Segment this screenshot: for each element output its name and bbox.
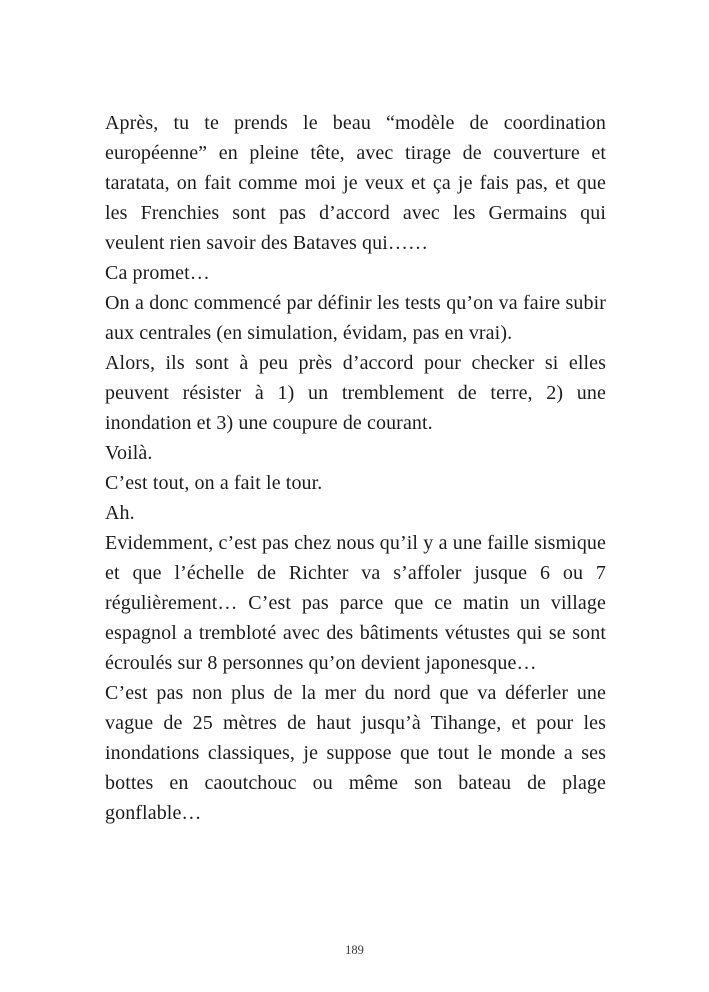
page-number: 189 [345,943,364,957]
paragraph: Ca promet… [105,262,210,284]
page-text [105,108,606,828]
paragraph: C’est tout, on a fait le tour. [105,472,323,494]
paragraph: Alors, ils sont à peu près d’accord pour checker si elles peuvent résister à 1) un tremblement de terre, 2) une inondation et 3) une coupure de courant. [105,352,606,434]
paragraph: Après, tu te prends le beau “modèle de coordination européenne” en pleine tête, avec tirage de couverture et taratata, on fait comme moi je veux et ça je fais pas, et que les Frenchies sont pas d’accord avec les Germains qui veulent rien savoir des Bataves qui…… [105,112,606,254]
paragraph: Ah. [105,502,135,524]
paragraph: Voilà. [105,442,153,464]
paragraph: Evidemment, c’est pas chez nous qu’il y a une faille sismique et que l’échelle de Richter va s’affoler jusque 6 ou 7 régulièrement… C’est pas parce que ce matin un village espagnol a trembloté avec des bâtiments vétustes qui se sont écroulés sur 8 personnes qu’on devient japonesque… [105,532,606,674]
paragraph: On a donc commencé par définir les tests qu’on va faire subir aux centrales (en simulation, évidam, pas en vrai). [105,292,606,344]
paragraph: C’est pas non plus de la mer du nord que va déferler une vague de 25 mètres de haut jusqu’à Tihange, et pour les inondations classiques, je suppose que tout le monde a ses bottes en caoutchouc ou même son bateau de plage gonflable… [105,682,606,824]
